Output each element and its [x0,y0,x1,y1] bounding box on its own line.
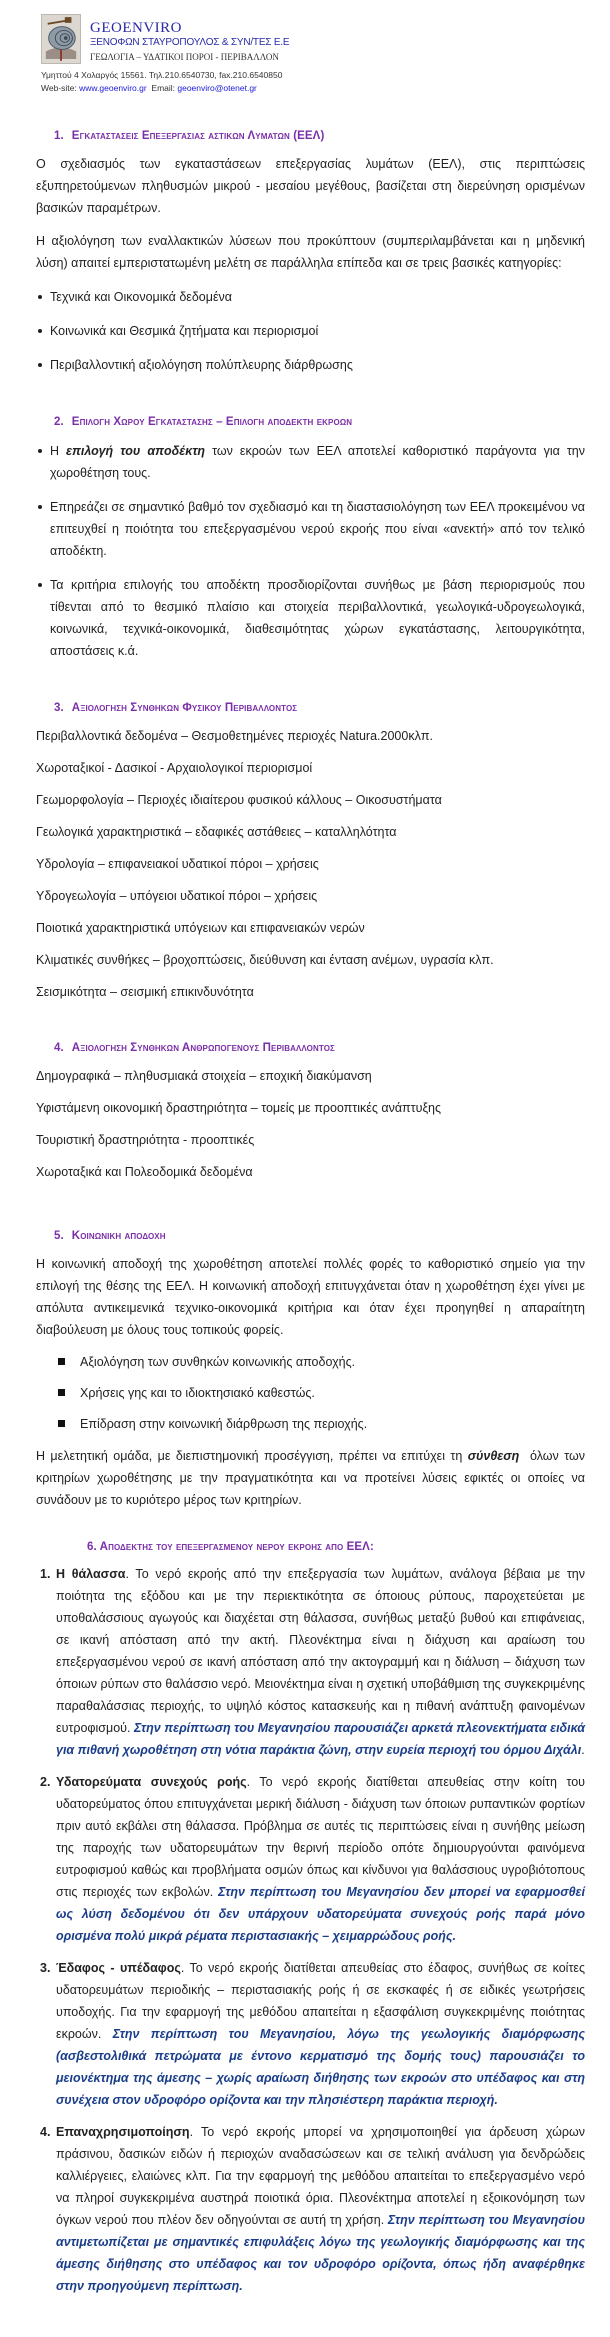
section-number: 3. [54,702,64,714]
list-item: Τεχνικά και Οικονομικά δεδομένα [36,286,585,308]
square-bullet-list [0,1352,610,1434]
section-1 [0,130,610,376]
section-number: 4. [54,1042,64,1054]
section-number: 2. [54,416,64,428]
ammonite-logo-icon [41,14,81,64]
list-line: Κλιματικές συνθήκες – βροχοπτώσεις, διεύθυνση και ένταση ανέμων, υγρασία κλπ. [36,953,494,967]
list-line: Γεωμορφολογία – Περιοχές ιδιαίτερου φυσικού κάλλους – Οικοσυστήματα [36,793,442,807]
brand-tagline: ΓΕΩΛΟΓΙΑ – ΥΔΑΤΙΚΟΙ ΠΟΡΟΙ - ΠΕΡΙΒΑΛΛΟΝ [90,52,279,62]
bullet-list [0,286,610,376]
section-2-title [0,416,610,428]
website-label: Web-site: [41,83,80,93]
section-5-title [0,1230,610,1242]
text: Η μελετητική ομάδα, με διεπιστημονική προσέγγιση, πρέπει να επιτύχει τη [36,1449,468,1463]
section-title-text: Επιλογη Χωρου Εγκαταστασησ – Επιλογη αποδεκτη εκροων [71,416,353,428]
section-title-text: Εγκαταστασεις Επεξεργασιας αστικων Λυματων (ΕΕΛ) [71,130,325,142]
list-item: Τα κριτήρια επιλογής του αποδέκτη προσδιορίζονται συνήθως με βάση περιορισμούς που τίθενται από το θεσμικό πλαίσιο και στοιχεία περιβαλλοντικά, γεωλογικά-υδρογεωλογικά, κοινωνικά, τεχνικά-οικονομικά, διαθεσιμότητας χώρων εγκατάστασης, λειτουργικότητα, αποστάσεις κ.ά. [36,574,585,662]
list-item: Επηρεάζει σε σημαντικό βαθμό τον σχεδιασμό και τη διαστασιολόγηση των ΕΕΛ προκειμένου να επιτευχθεί η ποιότητα του επεξεργασμένου νερού εκροής που είναι «ανεκτή» από τον τελικό αποδέκτη. [36,496,585,562]
list-line: Υδρογεωλογία – υπόγειοι υδατικοί πόροι – χρήσεις [36,889,318,903]
bullet-list [0,440,610,662]
list-line: Τουριστική δραστηριότητα - προοπτικές [36,1133,255,1147]
item-note: Στην περίπτωση του Μεγανησίου δεν μπορεί να εφαρμοσθεί ως λύση δεδομένου ότι δεν υπάρχουν υδατορεύματα συνεχούς ροής παρά μόνο ορισμένα πολύ μικρά ρέματα περιστασιακής – χειμαρρώδους ροής. [56,1885,585,1943]
paragraph: Η αξιολόγηση των εναλλακτικών λύσεων που προκύπτουν (συμπεριλαμβάνεται και η μηδενική λύση) απαιτεί εμπεριστατωμένη μελέτη σε παράλληλα επίπεδα και σε τρεις βασικές κατηγορίες: [36,234,585,270]
section-title-text: Αξιολογηση Συνθηκων Ανθρωπογενουσ Περιβαλλοντοσ [71,1042,335,1054]
recipient-list [0,1563,610,2297]
section-3-title [0,702,610,714]
list-line: Δημογραφικά – πληθυσμιακά στοιχεία – εποχική διακύμανση [36,1069,372,1083]
item-note: Στην περίπτωση του Μεγανησίου, λόγω της γεωλογικής διαμόρφωσης (ασβεστολιθικά πετρώματα με έντονο κερματισμό της δομής τους) παρουσιάζει το μειονέκτημα της άμεσης – χωρίς αραίωση διήθησης των εκροών στο υπέδαφος και στη συνέχεια στον υδροφόρο ορίζοντα και την πλησιέστερη παράκτια περιοχή. [56,2027,585,2107]
contact-info [41,69,282,95]
email-link[interactable]: geoenviro@otenet.gr [177,83,257,93]
letterhead [0,0,610,100]
item-text: . Το νερό εκροής διατίθεται απευθείας στην κοίτη του υδατορεύματος όπου επιτυγχάνεται μερική διάλυση - διάχυση των όποιων ρυπαντικών φορτίων πριν αυτό εκβάλει στη θάλασσα. Πρόβλημα σε αυτές τις περιπτώσεις είναι η συνήθης μείωση της παροχής των υδατορευμάτων την θερινή περίοδο οπότε δημιουργούνται φαινόμενα ευτροφισμού καθώς και προβλήματα οσμών όπως και κίνδυνοι για θαλάσσιους υγροβιότοπους στις περιοχές των εκβολών. [56,1775,586,1899]
section-1-title [0,130,610,142]
item-lead: Υδατορεύματα συνεχούς ροής [56,1775,247,1789]
section-4-title [0,1042,610,1054]
item-number: 4. [40,2125,51,2139]
brand-block [90,20,289,64]
list-item [40,1563,585,1761]
list-line: Γεωλογικά χαρακτηριστικά – εδαφικές αστάθειες – καταλληλότητα [36,825,397,839]
item-text: . Το νερό εκροής από την επεξεργασία των λυμάτων, ανάλογα βέβαια με την ποιότητα της εξόδου και με την περιεκτικότητα σε όποιους ρύπους, παροχετεύεται με υποθαλάσσιους αγωγούς και διαχέεται στη θάλασσα, συνήθως μεταξύ βυθού και επιφάνειας, σε ικανή απόσταση από την ακτή. Πλεονέκτημα είναι η διάχυση και αραίωση του επεξεργασμένου νερού σε ικανή απόσταση από την ακτογραμμή και η διάλυση – διάχυση των όποιων ρύπων στο θαλάσσιο νερό. Μειονέκτημα είναι η σχετική υποβάθμιση της συγκεκριμένης παραθαλάσσιας περιοχής, το υψηλό κόστος κατασκευής και η πιθανή ανάπτυξη φαινομένων ευτροφισμού. [56,1567,585,1735]
emphasis: επιλογή του αποδέκτη [66,444,206,458]
website-link[interactable]: www.geoenviro.gr [79,83,147,93]
list-item: Περιβαλλοντική αξιολόγηση πολύπλευρης διάρθρωσης [36,354,585,376]
section-title-text: Αξιολογηση Συνθηκων Φυσικου Περιβαλλοντοσ [71,702,298,714]
address: Υμηττού 4 Χολαργός 15561. Τηλ.210.6540730, fax.210.6540850 [41,70,283,80]
list-item [36,440,585,484]
item-tail: . [581,1743,585,1757]
list-line: Ποιοτικά χαρακτηριστικά υπόγειων και επιφανειακών νερών [36,921,365,935]
section-6-title: 6. Αποδεκτησ του επεξεργασμενου νερου εκροησ απο ΕΕΛ: [87,1541,374,1553]
text: Η [50,444,67,458]
section-number: 1. [54,130,64,142]
list-item: Επίδραση στην κοινωνική διάρθρωση της περιοχής. [58,1414,610,1434]
section-number: 5. [54,1230,64,1242]
section-4 [0,1042,610,1182]
brand-subtitle: ΞΕΝΟΦΩΝ ΣΤΑΥΡΟΠΟΥΛΟΣ & ΣΥΝ/ΤΕΣ Ε.Ε [90,37,290,48]
paragraph [0,1445,610,1511]
item-text: . Το νερό εκροής μπορεί να χρησιμοποιηθεί για άρδευση χώρων πράσινου, δασικών ειδών ή περιοχών αναδασώσεων και σε τελική ανάλυση για δενδρώδεις καλλιέργειες, ελαιώνες κλπ. Για την εφαρμογή της μεθόδου απαιτείται το επεξεργασμένο νερό να πληροί συγκεκριμένα αυστηρά ποιοτικά όρια. Πλεονέκτημα αποτελεί η εξοικονόμηση των όγκων νερού που πλέον δεν οδηγούνται σε αυτή τη χρήση. [56,2125,585,2227]
section-2 [0,416,610,662]
section-6 [0,1541,610,2297]
item-note: Στην περίπτωση του Μεγανησίου παρουσιάζει αρκετά πλεονεκτήματα ειδικά για πιθανή χωροθέτηση στη νότια παράκτια ζώνη, στην ευρεία περιοχή του όρμου Διχάλι [56,1721,585,1757]
text: των εκροών των ΕΕΛ αποτελεί καθοριστικό παράγοντα για την χωροθέτηση τους. [50,444,585,480]
section-title-text: Κοινωνικη αποδοχη [71,1230,166,1242]
list-item: Κοινωνικά και Θεσμικά ζητήματα και περιορισμοί [36,320,585,342]
web-email-line [41,82,282,95]
list-line: Υδρολογία – επιφανειακοί υδατικοί πόροι – χρήσεις [36,857,319,871]
list-line: Υφιστάμενη οικονομική δραστηριότητα – τομείς με προοπτικές ανάπτυξης [36,1101,442,1115]
list-line: Χωροταξικοί - Δασικοί - Αρχαιολογικοί περιορισμοί [36,761,313,775]
list-item: Αξιολόγηση των συνθηκών κοινωνικής αποδοχής. [58,1352,610,1372]
item-number: 1. [40,1567,51,1581]
list-line: Σεισμικότητα – σεισμική επικινδυνότητα [36,985,254,999]
text: όλων των κριτηρίων χωροθέτησης με την πραγματικότητα και να προτείνει λύσεις εφικτές οι οποίες να συνάδουν με το κυριότερο μέρος των κριτηρίων. [36,1449,589,1507]
item-lead: Έδαφος - υπέδαφος [56,1961,181,1975]
list-item [40,1771,585,1947]
item-note: Στην περίπτωση του Μεγανησίου αντιμετωπίζεται με σημαντικές επιφυλάξεις λόγω της γεωλογικής διαμόρφωσης και της άμεσης διήθησης στο υπέδαφος και τον υδροφόρο ορίζοντα, όπως ήδη αναφέρθηκε στην προηγούμενη περίπτωση. [56,2213,586,2293]
section-5 [0,1230,610,1511]
list-item [40,1957,585,2111]
list-line: Περιβαλλοντικά δεδομένα – Θεσμοθετημένες περιοχές Natura.2000κλπ. [36,729,433,743]
email-label: Email: [146,83,178,93]
list-item [40,2121,585,2297]
list-item: Χρήσεις γης και το ιδιοκτησιακό καθεστώς. [58,1383,610,1403]
item-lead: Επαναχρησιμοποίηση [56,2125,190,2139]
brand-name: GEOENVIRO [90,20,182,36]
section-3 [0,702,610,1002]
emphasis: σύνθεση [467,1449,520,1463]
item-number: 3. [40,1961,51,1975]
item-lead: Η θάλασσα [56,1567,126,1581]
item-number: 2. [40,1775,51,1789]
list-line: Χωροταξικά και Πολεοδομικά δεδομένα [36,1165,253,1179]
item-text: . Το νερό εκροής διατίθεται απευθείας στο έδαφος, συνήθως σε κοίτες υδατορευμάτων περιοδικής – περιστασιακής ροής ή σε εκσκαφές ή σε ειδικές γεωτρήσεις υποδοχής. Για την εφαρμογή της μεθόδου απαιτείται η εξασφάλιση συγκεκριμένης ποιότητας εκροών. [56,1961,585,2041]
paragraph: Ο σχεδιασμός των εγκαταστάσεων επεξεργασίας λυμάτων (ΕΕΛ), στις περιπτώσεις εξυπηρετούμενων πληθυσμών μικρού - μεσαίου μεγέθους, βασίζεται στη διερεύνηση ορισμένων βασικών παραμέτρων. [36,157,585,215]
paragraph: Η κοινωνική αποδοχή της χωροθέτηση αποτελεί πολλές φορές το καθοριστικό σημείο για την επιλογή της θέσης της ΕΕΛ. Η κοινωνική αποδοχή επιτυγχάνεται όταν η χωροθέτηση έχει γίνει με απόλυτα αντικειμενικά τεχνικο-οικονομικά κριτήρια και όταν έχει προηγηθεί η απαραίτητη διαβούλευση με όλους τους τοπικούς φορείς. [36,1257,585,1337]
